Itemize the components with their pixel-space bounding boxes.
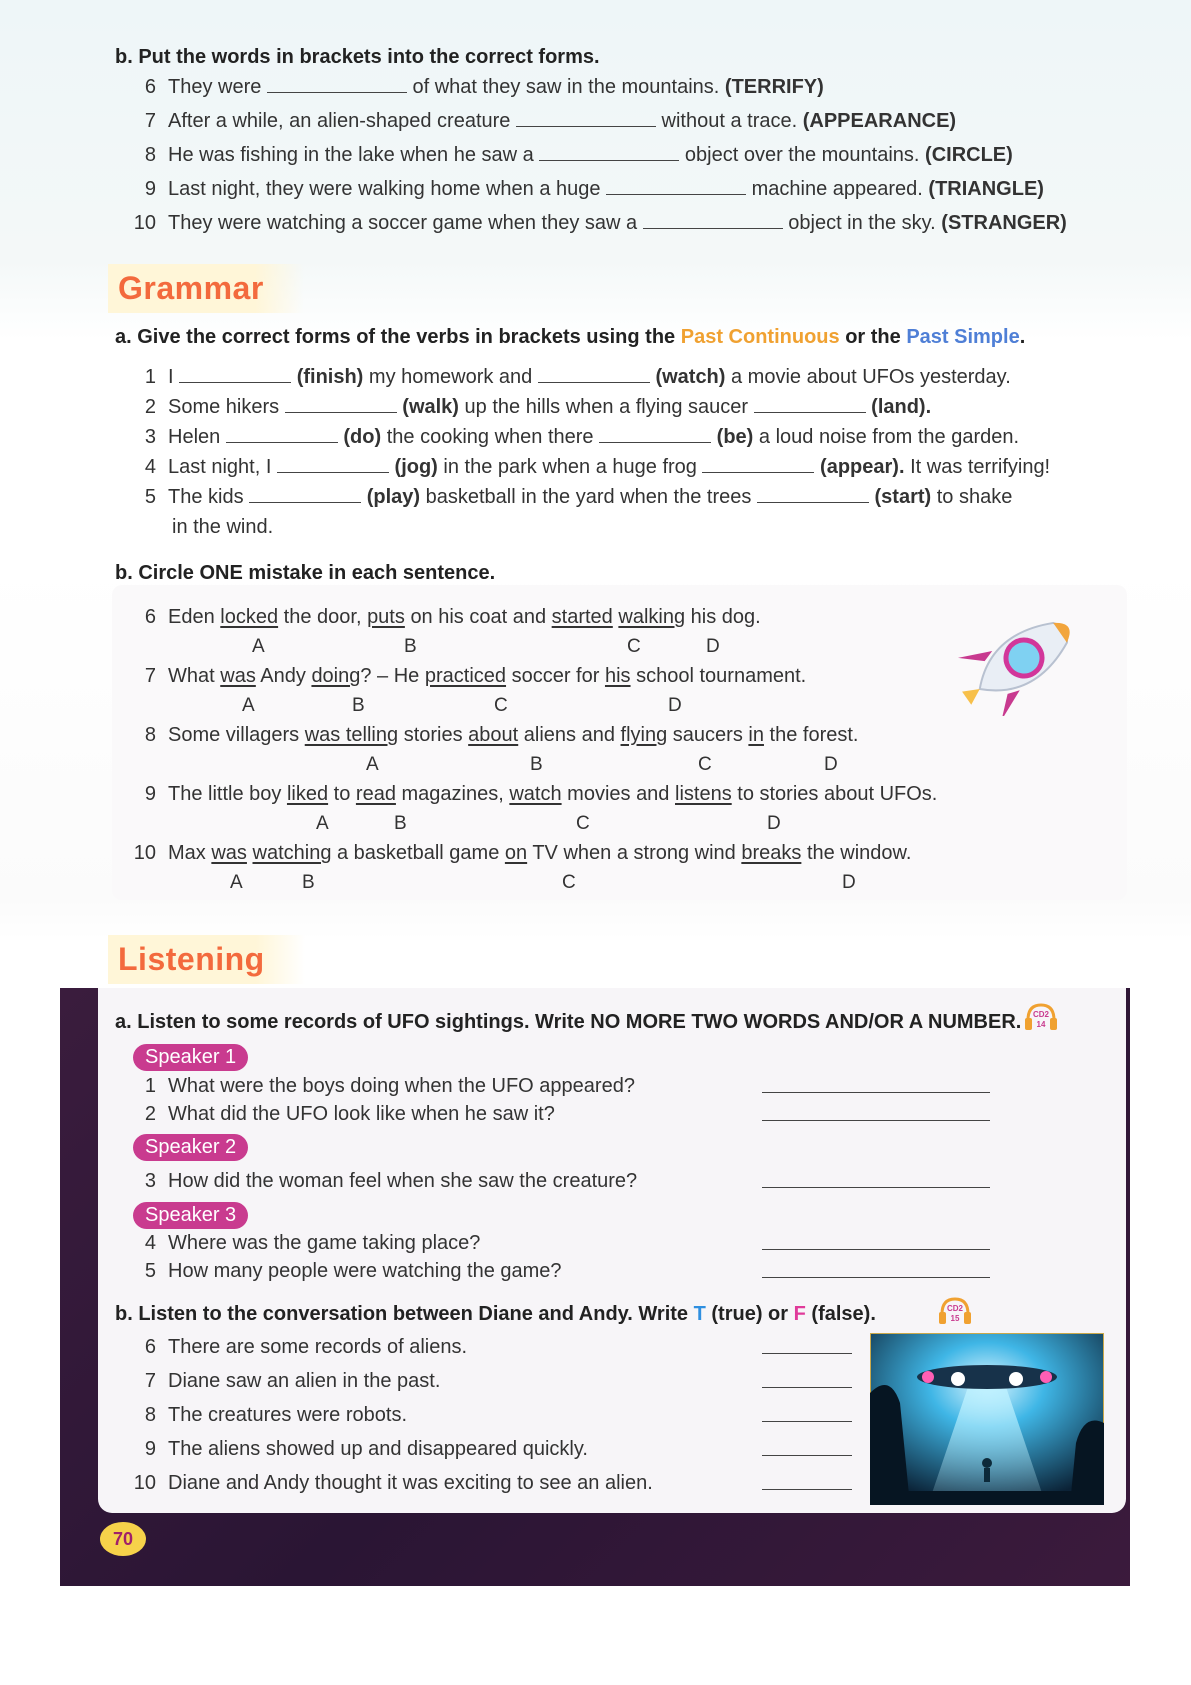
grammar-a-instruction: a. Give the correct forms of the verbs in brackets using the Past Continuous or the Past Simple. <box>115 326 1026 348</box>
cd-label: CD2 <box>946 1304 964 1313</box>
label-b: B <box>394 813 407 834</box>
vocab-b-instruction: b. Put the words in brackets into the correct forms. <box>115 46 600 68</box>
label-a: A <box>366 754 379 775</box>
answer-line[interactable] <box>762 1120 990 1121</box>
mistake-item-6: 6 Eden locked the door, puts on his coat and started walking his dog. <box>144 606 761 628</box>
mistake-item-8: 8 Some villagers was telling stories about aliens and flying saucers in the forest. <box>144 724 859 746</box>
answer-line[interactable] <box>762 1277 990 1278</box>
label-a: A <box>316 813 329 834</box>
answer-line[interactable] <box>762 1249 990 1250</box>
listening-tf-6: 6 There are some records of aliens. <box>144 1336 468 1358</box>
label-b: B <box>404 636 417 657</box>
answer-blank[interactable] <box>267 78 407 93</box>
label-c: C <box>576 813 590 834</box>
label-d: D <box>706 636 720 657</box>
answer-blank[interactable] <box>226 428 338 443</box>
option-b[interactable]: watching <box>252 842 332 864</box>
option-c[interactable]: watch <box>509 783 562 805</box>
grammar-heading: Grammar <box>108 264 304 313</box>
grammar-item-1: 1 I (finish) my homework and (watch) a movie about UFOs yesterday. <box>144 366 1011 388</box>
page-number: 70 <box>100 1522 146 1556</box>
answer-blank[interactable] <box>599 428 711 443</box>
option-d[interactable]: his <box>604 665 631 687</box>
label-d: D <box>767 813 781 834</box>
answer-blank[interactable] <box>643 214 783 229</box>
rocket-illustration <box>950 598 1098 716</box>
speaker-1-badge: Speaker 1 <box>133 1044 248 1071</box>
option-d[interactable]: breaks <box>741 842 802 864</box>
answer-blank[interactable] <box>277 458 389 473</box>
answer-line[interactable] <box>762 1092 990 1093</box>
grammar-item-5: 5 The kids (play) basketball in the yard when the trees (start) to shake <box>144 486 1013 508</box>
grammar-item-5-continued: in the wind. <box>172 516 274 538</box>
mistake-item-9: 9 The little boy liked to read magazines, watch movies and listens to stories about UFOs. <box>144 783 938 805</box>
answer-line[interactable] <box>762 1489 852 1490</box>
vocab-item-7: 7 After a while, an alien-shaped creature without a trace. (APPEARANCE) <box>144 110 957 132</box>
option-b[interactable]: about <box>468 724 519 746</box>
option-a[interactable]: locked <box>220 606 279 628</box>
vocab-item-10: 10 They were watching a soccer game when they saw a object in the sky. (STRANGER) <box>133 212 1067 234</box>
listening-tf-8: 8 The creatures were robots. <box>144 1404 407 1426</box>
mistake-item-10: 10 Max was watching a basketball game on TV when a strong wind breaks the window. <box>133 842 912 864</box>
answer-blank[interactable] <box>538 368 650 383</box>
audio-cd-icon[interactable] <box>1024 1002 1058 1032</box>
label-c: C <box>698 754 712 775</box>
answer-line[interactable] <box>762 1387 852 1388</box>
grammar-item-4: 4 Last night, I (jog) in the park when a huge frog (appear). It was terrifying! <box>144 456 1051 478</box>
grammar-b-instruction: b. Circle ONE mistake in each sentence. <box>115 562 496 584</box>
listening-q-3: 3 How did the woman feel when she saw the creature? <box>144 1170 638 1192</box>
label-c: C <box>494 695 508 716</box>
answer-blank[interactable] <box>539 146 679 161</box>
answer-line[interactable] <box>762 1353 852 1354</box>
answer-line[interactable] <box>762 1421 852 1422</box>
listening-q-4: 4 Where was the game taking place? <box>144 1232 481 1254</box>
answer-blank[interactable] <box>516 112 656 127</box>
grammar-item-2: 2 Some hikers (walk) up the hills when a flying saucer (land). <box>144 396 932 418</box>
option-a[interactable]: was <box>211 842 247 864</box>
option-b[interactable]: read <box>355 783 396 805</box>
grammar-item-3: 3 Helen (do) the cooking when there (be) a loud noise from the garden. <box>144 426 1020 448</box>
label-a: A <box>242 695 255 716</box>
option-c[interactable]: started <box>551 606 613 628</box>
label-a: A <box>230 872 243 893</box>
option-c[interactable]: practiced <box>424 665 507 687</box>
speaker-3-badge: Speaker 3 <box>133 1202 248 1229</box>
label-b: B <box>352 695 365 716</box>
vocab-item-6: 6 They were of what they saw in the mountains. (TERRIFY) <box>144 76 824 98</box>
mistake-item-7: 7 What was Andy doing? – He practiced soccer for his school tournament. <box>144 665 807 687</box>
vocab-item-9: 9 Last night, they were walking home when a huge machine appeared. (TRIANGLE) <box>144 178 1044 200</box>
track-number: 15 <box>950 1314 960 1323</box>
option-a[interactable]: was <box>220 665 256 687</box>
label-a: A <box>252 636 265 657</box>
option-b[interactable]: puts <box>367 606 405 628</box>
listening-tf-9: 9 The aliens showed up and disappeared quickly. <box>144 1438 588 1460</box>
option-c[interactable]: flying <box>620 724 668 746</box>
speaker-2-badge: Speaker 2 <box>133 1134 248 1161</box>
label-d: D <box>842 872 856 893</box>
listening-tf-10: 10 Diane and Andy thought it was exciting to see an alien. <box>133 1472 653 1494</box>
answer-blank[interactable] <box>249 488 361 503</box>
listening-heading: Listening <box>108 935 305 984</box>
label-d: D <box>668 695 682 716</box>
answer-blank[interactable] <box>702 458 814 473</box>
listening-b-instruction: b. Listen to the conversation between Diane and Andy. Write T (true) or F (false). <box>115 1303 876 1325</box>
label-d: D <box>824 754 838 775</box>
answer-line[interactable] <box>762 1455 852 1456</box>
listening-a-instruction: a. Listen to some records of UFO sightings. Write NO MORE TWO WORDS AND/OR A NUMBER. <box>115 1011 1022 1033</box>
answer-blank[interactable] <box>754 398 866 413</box>
answer-blank[interactable] <box>285 398 397 413</box>
track-number: 14 <box>1036 1020 1046 1029</box>
option-a[interactable]: liked <box>286 783 329 805</box>
option-d[interactable]: in <box>748 724 764 746</box>
option-a[interactable]: was telling <box>304 724 399 746</box>
answer-blank[interactable] <box>606 180 746 195</box>
listening-q-1: 1 What were the boys doing when the UFO appeared? <box>144 1075 635 1097</box>
ufo-photo <box>870 1333 1104 1505</box>
label-c: C <box>562 872 576 893</box>
answer-blank[interactable] <box>179 368 291 383</box>
label-c: C <box>627 636 641 657</box>
option-d[interactable]: listens <box>675 783 732 805</box>
answer-blank[interactable] <box>757 488 869 503</box>
answer-line[interactable] <box>762 1187 990 1188</box>
cd-label: CD2 <box>1032 1010 1050 1019</box>
label-b: B <box>530 754 543 775</box>
listening-q-5: 5 How many people were watching the game? <box>144 1260 562 1282</box>
audio-cd-icon[interactable] <box>938 1296 972 1326</box>
label-b: B <box>302 872 315 893</box>
option-d[interactable]: walking <box>618 606 686 628</box>
listening-tf-7: 7 Diane saw an alien in the past. <box>144 1370 441 1392</box>
vocab-item-8: 8 He was fishing in the lake when he saw a object over the mountains. (CIRCLE) <box>144 144 1013 166</box>
option-c[interactable]: on <box>504 842 528 864</box>
option-b[interactable]: doing <box>311 665 361 687</box>
listening-q-2: 2 What did the UFO look like when he saw it? <box>144 1103 555 1125</box>
